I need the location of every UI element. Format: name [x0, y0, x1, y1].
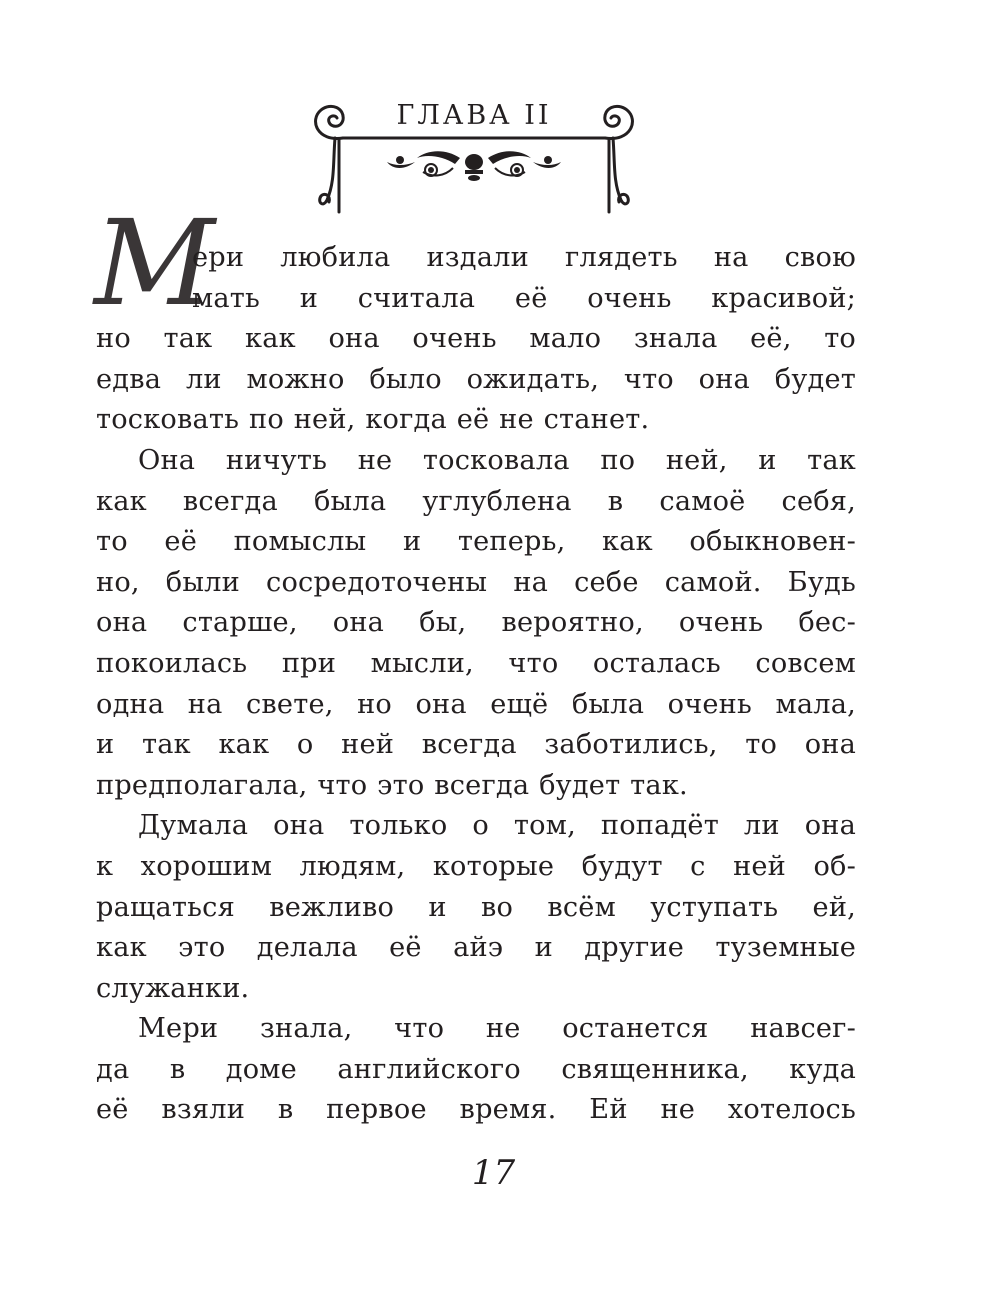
body-text: [96, 238, 856, 1131]
drop-cap-letter: М: [94, 194, 215, 332]
text-line: к хорошим людям, которые будут с ней об-: [96, 850, 856, 882]
text-line: покоилась при мысли, что осталась совсем: [96, 647, 856, 679]
text-line: предполагала, что это всегда будет так.: [96, 769, 688, 801]
text-line: Мери знала, что не останется навсег-: [138, 1013, 856, 1045]
text-line: она старше, она бы, вероятно, очень бес-: [96, 607, 856, 639]
chapter-header: [305, 92, 643, 217]
page-number: 17: [471, 1153, 516, 1193]
chapter-title: ГЛАВА II: [396, 100, 552, 131]
text-line: Думала она только о том, попадёт ли она: [138, 810, 856, 842]
text-line: и так как о ней всегда заботились, то она: [96, 729, 856, 761]
text-line: но, были сосредоточены на себе самой. Будь: [96, 566, 856, 598]
text-line: мать и считала её очень красивой;: [192, 282, 856, 314]
text-line: её взяли в первое время. Ей не хотелось: [96, 1094, 856, 1126]
text-line: ращаться вежливо и во всём уступать ей,: [96, 891, 856, 923]
text-line: едва ли можно было ожидать, что она будет: [96, 363, 856, 395]
text-line: как всегда была углублена в самоё себя,: [96, 485, 856, 517]
text-line: да в доме английского священника, куда: [96, 1053, 856, 1085]
text-line: как это делала её айэ и другие туземные: [96, 932, 856, 964]
text-line: то её помыслы и теперь, как обыкновен-: [96, 526, 856, 558]
text-line: тосковать по ней, когда её не станет.: [96, 404, 650, 436]
text-line: служанки.: [96, 972, 250, 1004]
text-line: Она ничуть не тосковала по ней, и так: [138, 444, 856, 476]
text-line: но так как она очень мало знала её, то: [96, 323, 856, 355]
text-line: ери любила издали глядеть на свою: [192, 242, 856, 273]
text-line: одна на свете, но она ещё была очень мала,: [96, 688, 856, 720]
